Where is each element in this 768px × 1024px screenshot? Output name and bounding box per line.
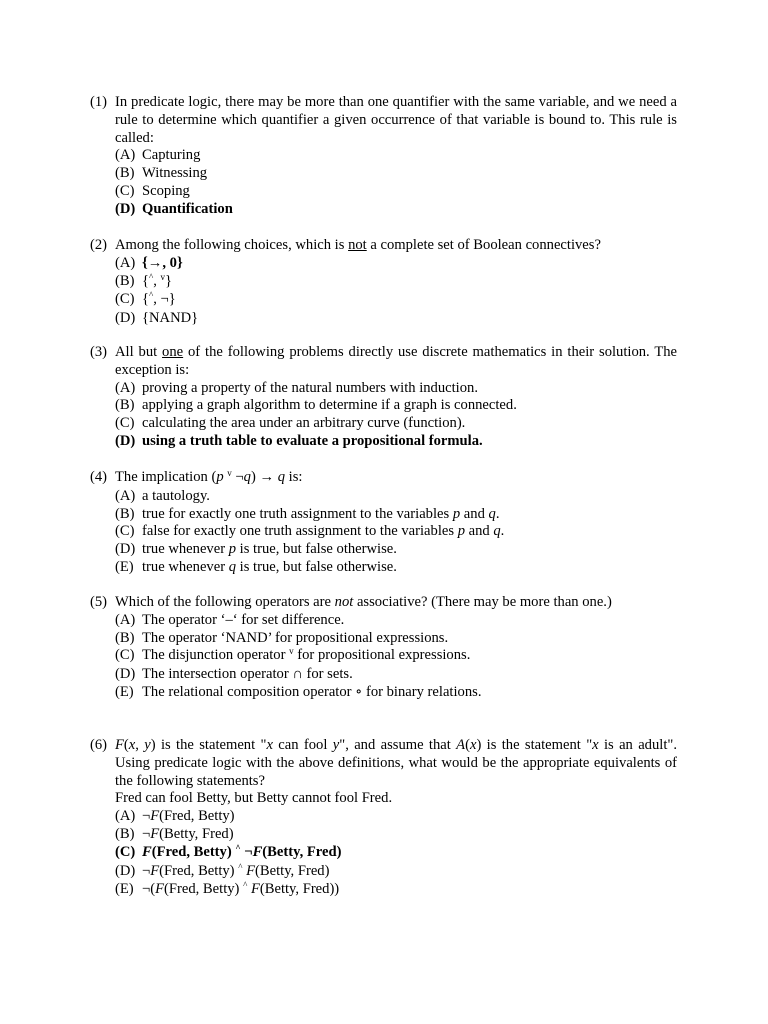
question-number: (3) <box>90 344 108 360</box>
option-b: (B) true for exactly one truth assignment to the variables p and q. <box>115 505 500 522</box>
option-b: (B) ¬F(Betty, Fred) <box>115 825 234 842</box>
option-c: (C) false for exactly one truth assignment to the variables p and q. <box>115 523 505 540</box>
option-c-answer: (C) F(Fred, Betty) ^ ¬F(Betty, Fred) <box>115 842 342 860</box>
option-a: (A) Capturing <box>115 147 201 164</box>
option-d: (D) ¬F(Fred, Betty) ^ F(Betty, Fred) <box>115 861 330 879</box>
option-c: (C) The disjunction operator $^v$ for propositional expressions. <box>115 646 471 664</box>
option-b: (B) applying a graph algorithm to determine if a graph is connected. <box>115 397 517 414</box>
option-c: (C) Scoping <box>115 182 190 199</box>
question-number: (2) <box>90 237 108 253</box>
option-e: (E) ¬(F(Fred, Betty) ^ F(Betty, Fred)) <box>115 880 340 898</box>
question-number: (4) <box>90 469 108 485</box>
option-e: (E) The relational composition operator ∘ for binary relations. <box>115 683 482 700</box>
question-number: (1) <box>90 94 108 110</box>
question-2 <box>90 237 677 328</box>
question-6 <box>90 737 677 900</box>
option-a: (A) The operator ‘–‘ for set difference. <box>115 611 345 628</box>
question-stem: The implication (p $^v$ ¬q) → q is: <box>115 468 303 485</box>
question-number: (6) <box>90 737 108 753</box>
option-c: (C) {^, ¬} <box>115 290 176 308</box>
option-a: (A) ¬F(Fred, Betty) <box>115 808 235 825</box>
option-d: (D) {NAND} <box>115 310 199 327</box>
option-a: (A) proving a property of the natural numbers with induction. <box>115 379 478 396</box>
question-1 <box>90 94 677 219</box>
option-d-answer: (D) Quantification <box>115 200 233 217</box>
question-stem: In predicate logic, there may be more than one quantifier with the same variable, and we need a rule to determine which quantifier a given occurrence of that variable is bound to. This rule is called: <box>115 94 677 146</box>
option-d: (D) The intersection operator ∩ for sets. <box>115 666 353 683</box>
option-b: (B) Witnessing <box>115 165 208 182</box>
option-c: (C) calculating the area under an arbitrary curve (function). <box>115 415 466 432</box>
question-4 <box>90 469 677 577</box>
question-stem: F(x, y) is the statement "x can fool y", and assume that A(x) is the statement "x is an adult". Using predicate logic with the above definitions, what would be the appropriate equivalents of the following statements? <box>115 737 677 789</box>
question-stem: Among the following choices, which is not a complete set of Boolean connectives? <box>115 237 601 253</box>
option-d-answer: (D) using a truth table to evaluate a propositional formula. <box>115 432 483 449</box>
option-e: (E) true whenever q is true, but false otherwise. <box>115 558 397 575</box>
question-5 <box>90 594 677 702</box>
statement-line: Fred can fool Betty, but Betty cannot fool Fred. <box>115 790 393 807</box>
question-number: (5) <box>90 594 108 610</box>
option-d: (D) true whenever p is true, but false otherwise. <box>115 541 397 558</box>
option-b: (B) {^, $^v$} <box>115 271 173 289</box>
option-b: (B) The operator ‘NAND’ for propositional expressions. <box>115 629 449 646</box>
option-a: (A) {→, 0} <box>115 254 183 271</box>
option-a: (A) a tautology. <box>115 487 210 504</box>
question-3 <box>90 344 677 451</box>
question-stem: Which of the following operators are not associative? (There may be more than one.) <box>115 594 612 610</box>
question-stem: All but one of the following problems directly use discrete mathematics in their solution. The exception is: <box>115 344 678 378</box>
